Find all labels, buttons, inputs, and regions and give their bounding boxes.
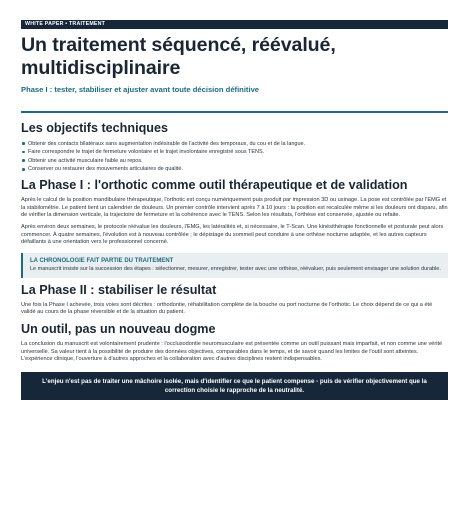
objectives-list: [21, 140, 449, 174]
list-item: [21, 140, 449, 149]
list-item-text: Obtenir des contacts bilatéraux sans augmentation indésirable de l'activité des temporaux, du cou et de la langue.: [28, 140, 306, 147]
list-item-text: Conserver ou restaurer des mouvements articulaires de qualité.: [28, 166, 183, 173]
bullet-icon: [22, 159, 25, 162]
list-item-text: Faire correspondre le trajet de fermeture volontaire et le trajet involontaire enregistré sous TENS.: [28, 149, 265, 156]
page-title: Un traitement séquencé, réévalué, multidisciplinaire: [21, 34, 336, 79]
header-divider: [21, 111, 448, 113]
conclusion-banner: L'enjeu n'est pas de traiter une mâchoire isolée, mais d'identifier ce que le patient compense - puis de vérifier objectivement que la correction choisie le rapproche de la neutralité.: [21, 372, 448, 400]
list-item: [21, 157, 449, 166]
callout-text: Le manuscrit insiste sur la succession des étapes : sélectionner, mesurer, enregistrer, tester avec une orthèse, réévaluer, puis seulement envisager une solution durable.: [30, 266, 441, 273]
tool-paragraph: La conclusion du manuscrit est volontairement prudente : l'occlusodontie neuromusculaire est présentée comme un outil puissant mais imparfait, et non comme une vérité universelle. Sa valeur tient à la possibilité de produire des données objectives, comparables dans le temps, et de savoir quand les limites de l'outil sont atteintes. L'expérience clinique, l'ouverture à d'autres approches et la collaboration avec d'autres disciplines restent indispensables.: [21, 341, 443, 363]
phase2-heading: La Phase II : stabiliser le résultat: [21, 282, 217, 297]
kicker-label: WHITE PAPER • TRAITEMENT: [21, 20, 448, 29]
callout-title: LA CHRONOLOGIE FAIT PARTIE DU TRAITEMENT: [30, 258, 174, 265]
bullet-icon: [22, 168, 25, 171]
objectives-heading: Les objectifs techniques: [21, 120, 168, 135]
list-item: [21, 165, 449, 174]
phase1-heading: La Phase I : l'orthotic comme outil thérapeutique et de validation: [21, 177, 408, 192]
list-item: [21, 148, 449, 157]
phase1-paragraph-2: Après environ deux semaines, le protocole réévalue les douleurs, l'EMG, les latéralités et, si nécessaire, le T-Scan. Une kinésithérapie fonctionnelle et posturale peut alors commencer. À quatre semaines, l'évolution est à nouveau contrôlée ; le dépistage du sommeil peut conduire à une orthèse nocturne adaptée, et les autres capteurs défaillants à une orientation vers le professionnel concerné.: [21, 223, 444, 246]
bullet-icon: [22, 142, 25, 145]
tool-heading: Un outil, pas un nouveau dogme: [21, 322, 216, 336]
phase1-paragraph-1: Après le calcul de la position mandibulaire thérapeutique, l'orthotic est conçu numériquement puis produit par impression 3D ou usinage. La pose est contrôlée par l'EMG et la stabilométrie. Le patient tient un calendrier de douleurs. Un premier contrôle intervient après 7 à 10 jours : la position est recalculée même si les douleurs ont disparu, afin de vérifier la dimension verticale, la trajectoire de fermeture et la cohérence avec le TENS. Selon les résultats, l'orthèse est conservée, ajustée ou refaite.: [21, 196, 448, 219]
chronology-callout: [21, 253, 448, 278]
phase2-paragraph: Une fois la Phase I achevée, trois voies sont décrites : orthodontie, réhabilitation complète de la bouche ou port nocturne de l'orthotic. Le choix dépend de ce qui a été validé au cours de la phase réversible et de la situation du patient.: [21, 301, 433, 316]
page-subtitle: Phase I : tester, stabiliser et ajuster avant toute décision définitive: [21, 85, 260, 94]
bullet-icon: [22, 151, 25, 154]
list-item-text: Obtenir une activité musculaire faible au repos.: [28, 157, 143, 164]
